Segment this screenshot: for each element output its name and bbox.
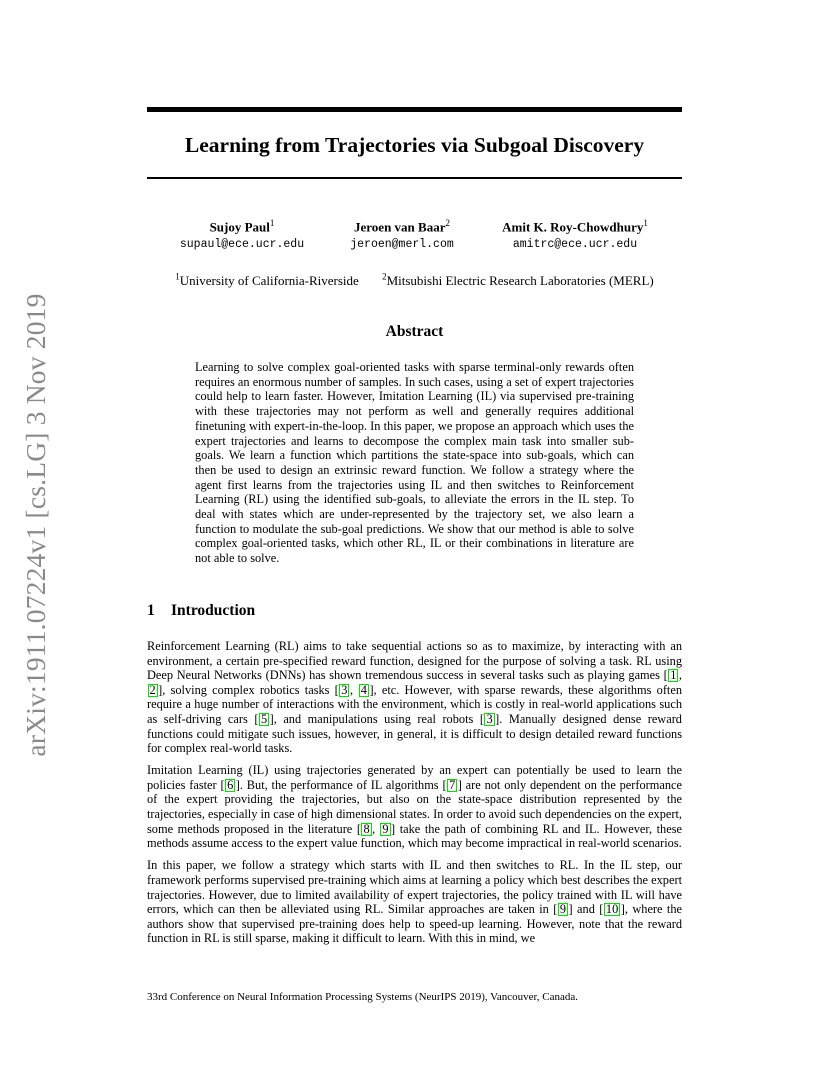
citation-link[interactable]: 1 — [670, 668, 677, 683]
title-top-rule — [147, 107, 682, 112]
citation-link[interactable]: 3 — [486, 711, 493, 726]
abstract-heading: Abstract — [385, 323, 444, 340]
citation-link[interactable]: 10 — [605, 902, 619, 917]
author-name: Amit K. Roy-Chowdhury$^1$ — [502, 218, 648, 235]
affiliation-mark: 1 — [643, 218, 648, 228]
paragraph: Imitation Learning (IL) using trajectories generated by an expert can potentially be used to learn the policies faster [ 6 ]. But, the performance of IL algorithms [ 7 ] are not only dependent on the performance of the expert providing the trajectories, but also on the state-space distribution represented by the trajectories, especially in case of high dimensional states. In order to avoid such dependencies on the expert, some methods proposed in the literature [ 8 , 9 ] take the path of combining RL and IL. However, these methods assume access to the expert value function, which may become impractical in real-world scenarios. — [147, 763, 682, 851]
paragraph: In this paper, we follow a strategy which starts with IL and then switches to RL. In the IL step, our framework performs supervised pre-training which aims at learning a policy which best describes the expert trajectories. However, due to limited availability of expert trajectories, the policy trained with IL will have errors, which can then be alleviated using RL. Similar approaches are taken in [ 9 ] and [ 10 ], where the authors show that supervised pre-training does help to speed-up learning. However, note that the reward function in RL is still sparse, making it difficult to learn. With this in mind, we — [147, 858, 682, 946]
citation-link[interactable]: 9 — [382, 821, 389, 836]
citation-link[interactable]: 4 — [360, 682, 367, 697]
author-email: amitrc@ece.ucr.edu — [512, 238, 638, 252]
paper-title: Learning from Trajectories via Subgoal Discovery — [184, 133, 645, 157]
arxiv-identifier: arXiv:1911.07224v1 [cs.LG] 3 Nov 2019 — [20, 293, 51, 757]
author-name: Sujoy Paul$^1$ — [209, 218, 275, 235]
paragraph: Reinforcement Learning (RL) aims to take sequential actions so as to maximize, by interacting with an environment, a certain pre-specified reward function, designed for the purpose of solving a task. RL using Deep Neural Networks (DNNs) has shown tremendous success in several tasks such as playing games [ 1 , 2 ], solving complex robotics tasks [ 3 , 4 ], etc. However, with sparse rewards, these algorithms often require a huge number of interactions with the environment, which is costly in real-world applications such as self-driving cars [ 5 ], and manipulations using real robots [ 3 ]. Manually designed dense reward functions could mitigate such issues, however, in general, it is difficult to design detailed reward functions for complex real-world tasks. — [147, 639, 683, 756]
author-block — [337, 214, 467, 254]
citation-link[interactable]: 2 — [149, 682, 156, 697]
affiliation-mark: 1 — [269, 218, 275, 228]
affiliation: $^1$University of California-Riverside — [175, 272, 359, 289]
citation-link[interactable]: 6 — [227, 777, 234, 792]
author-email: jeroen@merl.com — [350, 238, 454, 252]
citation-link[interactable]: 7 — [449, 777, 456, 792]
section-heading — [147, 600, 255, 622]
title-bottom-rule — [147, 177, 682, 179]
abstract-text: Learning to solve complex goal-oriented tasks with sparse terminal-only rewards often requires an enormous number of samples. In such cases, using a set of expert trajectories could help to learn faster. However, Imitation Learning (IL) via supervised pre-training with these trajectories may not perform as well and generally requires additional finetuning with expert-in-the-loop. In this paper, we propose an approach which uses the expert trajectories and learns to decompose the complex main task into smaller sub-goals. We learn a function which partitions the state-space into sub-goals, which can then be used to design an extrinsic reward function. We follow a strategy where the agent first learns from the trajectories using IL and then switches to Reinforcement Learning (RL) using the identified sub-goals, to alleviate the errors in the IL step. To deal with states which are under-represented by the trajectory set, we also learn a function to modulate the sub-goal predictions. We show that our method is able to solve complex goal-oriented tasks, which other RL, IL or their combinations in literature are not able to solve. — [195, 360, 634, 566]
citation-link[interactable]: 3 — [341, 682, 348, 697]
author-name: Jeroen van Baar$^2$ — [354, 218, 450, 235]
author-block — [490, 214, 660, 254]
affiliations — [147, 268, 682, 290]
citation-link[interactable]: 5 — [260, 711, 268, 726]
conference-footnote: 33rd Conference on Neural Information Processing Systems (NeurIPS 2019), Vancouver, Canada. — [147, 991, 579, 1003]
section-number: 1 — [147, 602, 155, 619]
section-title: Introduction — [171, 602, 256, 619]
affiliation: $^2$Mitsubishi Electric Research Laboratories (MERL) — [382, 272, 654, 289]
author-email: supaul@ece.ucr.edu — [179, 238, 305, 252]
citation-link[interactable]: 8 — [363, 821, 370, 836]
author-block — [174, 214, 310, 254]
citation-link[interactable]: 9 — [559, 902, 567, 917]
affiliation-mark: 2 — [445, 218, 450, 228]
section-body — [147, 639, 682, 953]
